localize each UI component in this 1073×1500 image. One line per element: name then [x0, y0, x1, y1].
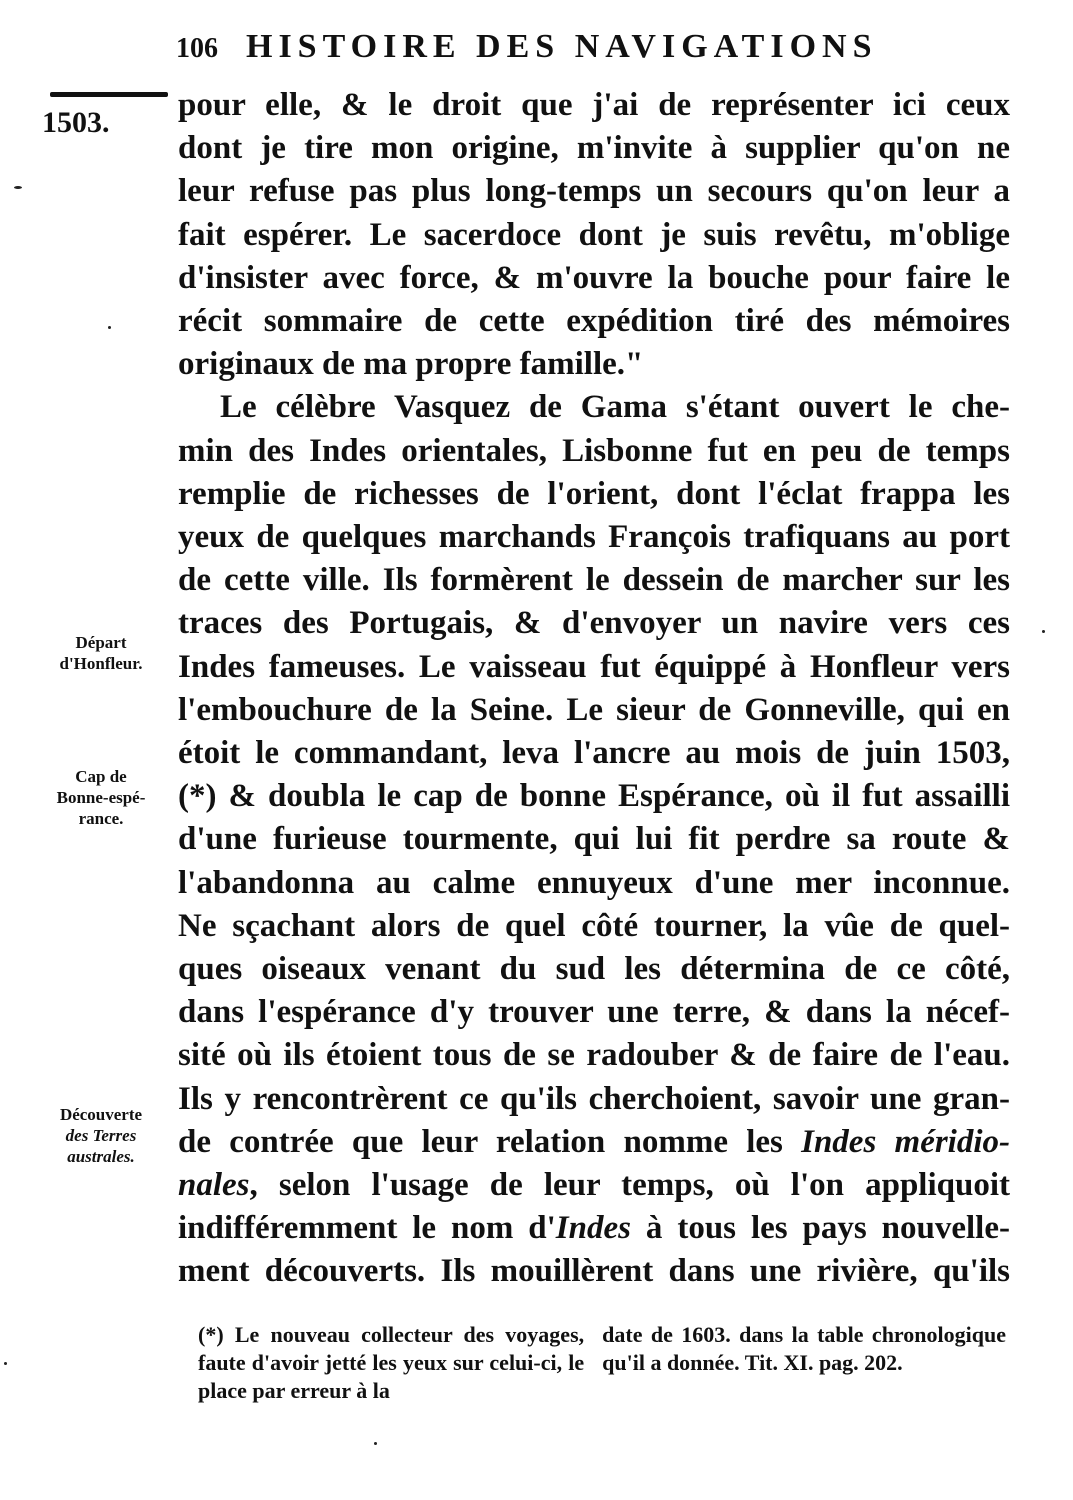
text-line: de cette ville. Ils formèrent le dessein de marcher sur les [178, 562, 1010, 599]
text-run: à tous les pays nouvelle- [630, 1210, 1010, 1247]
text-line: fait espérer. Le sacerdoce dont je suis revêtu, m'oblige [178, 216, 1010, 253]
page-number: 106 [176, 33, 218, 64]
text-line: d'une furieuse tourmente, qui lui fit perdre sa route & [178, 821, 1010, 858]
text-line: traces des Portugais, & d'envoyer un navire vers ces [178, 605, 1010, 642]
margin-note-line: australes. [67, 1147, 135, 1166]
margin-note-line: d'Honfleur. [59, 654, 143, 673]
text-line [178, 1121, 1010, 1164]
text-line: leur refuse pas plus long-temps un secours qu'on leur a [178, 173, 1010, 210]
scan-speck [108, 326, 111, 329]
text-line: min des Indes orientales, Lisbonne fut en peu de temps [178, 432, 1010, 469]
text-line: yeux de quelques marchands François trafiquans au port [178, 519, 1010, 556]
margin-note-line: Découverte [59, 1105, 143, 1124]
text-line: Ne sçachant alors de quel côté tourner, la vûe de quel- [178, 907, 1010, 944]
text-line: pour elle, & le droit que j'ai de représenter ici ceux [178, 87, 1010, 123]
italic-text: Indes méridio- [801, 1123, 1011, 1160]
text-run: indifféremment le nom d' [178, 1210, 556, 1247]
margin-note-depart [40, 632, 162, 674]
margin-note-line: Bonne-espé- [56, 788, 146, 807]
text-line: remplie de richesses de l'orient, dont l'éclat frappa les [178, 475, 1010, 512]
text-run: de contrée que leur relation nomme les [178, 1123, 802, 1160]
running-header [176, 28, 976, 66]
scan-speck [14, 186, 22, 189]
scan-speck [4, 1362, 7, 1365]
text-line: Le célèbre Vasquez de Gama s'étant ouvert le che- [220, 389, 1010, 426]
scan-speck [1042, 630, 1045, 633]
text-line: ment découverts. Ils mouillèrent dans une rivière, qu'ils [178, 1253, 1010, 1290]
text-line: l'embouchure de la Seine. Le sieur de Gonneville, qui en [178, 691, 1010, 728]
text-line [178, 1164, 1010, 1207]
scan-speck [374, 1442, 377, 1445]
footnote-left-column [168, 1321, 584, 1405]
italic-text: nales [178, 1167, 250, 1204]
main-text [178, 84, 1010, 1294]
footnote-right-column [602, 1321, 1006, 1405]
margin-note-line: des Terres [65, 1126, 137, 1145]
text-line: Ils y rencontrèrent ce qu'ils cherchoient, savoir une gran- [178, 1080, 1010, 1117]
paragraph-2 [178, 386, 1010, 1293]
text-line: étoit le commandant, leva l'ancre au mois de juin 1503, [178, 735, 1010, 772]
text-line: (*) & doubla le cap de bonne Espérance, où il fut assailli [178, 778, 1010, 815]
text-line [178, 1207, 1010, 1250]
italic-text: Indes [555, 1210, 631, 1247]
margin-note-cap [40, 766, 162, 829]
margin-note-line: Cap de [75, 767, 127, 786]
footnote [168, 1321, 1006, 1405]
text-run: , selon l'usage de leur temps, où l'on appliquoit [249, 1167, 1010, 1204]
text-line: dont je tire mon origine, m'invite à supplier qu'on ne [178, 130, 1010, 167]
paragraph-1 [178, 84, 1010, 386]
margin-year: 1503. [42, 106, 110, 139]
margin-rule [50, 92, 168, 97]
running-title: HISTOIRE DES NAVIGATIONS [246, 28, 878, 65]
footnote-text: (*) Le nouveau collecteur des voyages, faute d'avoir jetté les yeux sur celui-ci, le place par erreur à la [198, 1322, 585, 1403]
text-line: originaux de ma propre famille." [178, 346, 644, 383]
footnote-text: date de 1603. dans la table chronologique qu'il a donnée. Tit. XI. pag. 202. [602, 1322, 1006, 1375]
text-line: ques oiseaux venant du sud les détermina de ce côté, [178, 951, 1010, 988]
text-line: sité où ils étoient tous de se radouber & de faire de l'eau. [178, 1037, 1010, 1074]
text-line: dans l'espérance d'y trouver une terre, & dans la nécef- [178, 994, 1010, 1031]
text-line: récit sommaire de cette expédition tiré des mémoires [178, 303, 1010, 340]
text-line: d'insister avec force, & m'ouvre la bouche pour faire le [178, 259, 1010, 296]
text-line: l'abandonna au calme ennuyeux d'une mer inconnue. [178, 864, 1010, 901]
text-line: Indes fameuses. Le vaisseau fut équippé à Honfleur vers [178, 648, 1010, 685]
margin-note-line: rance. [78, 809, 124, 828]
margin-note-decouverte [40, 1104, 162, 1167]
margin-note-line: Départ [75, 633, 127, 652]
